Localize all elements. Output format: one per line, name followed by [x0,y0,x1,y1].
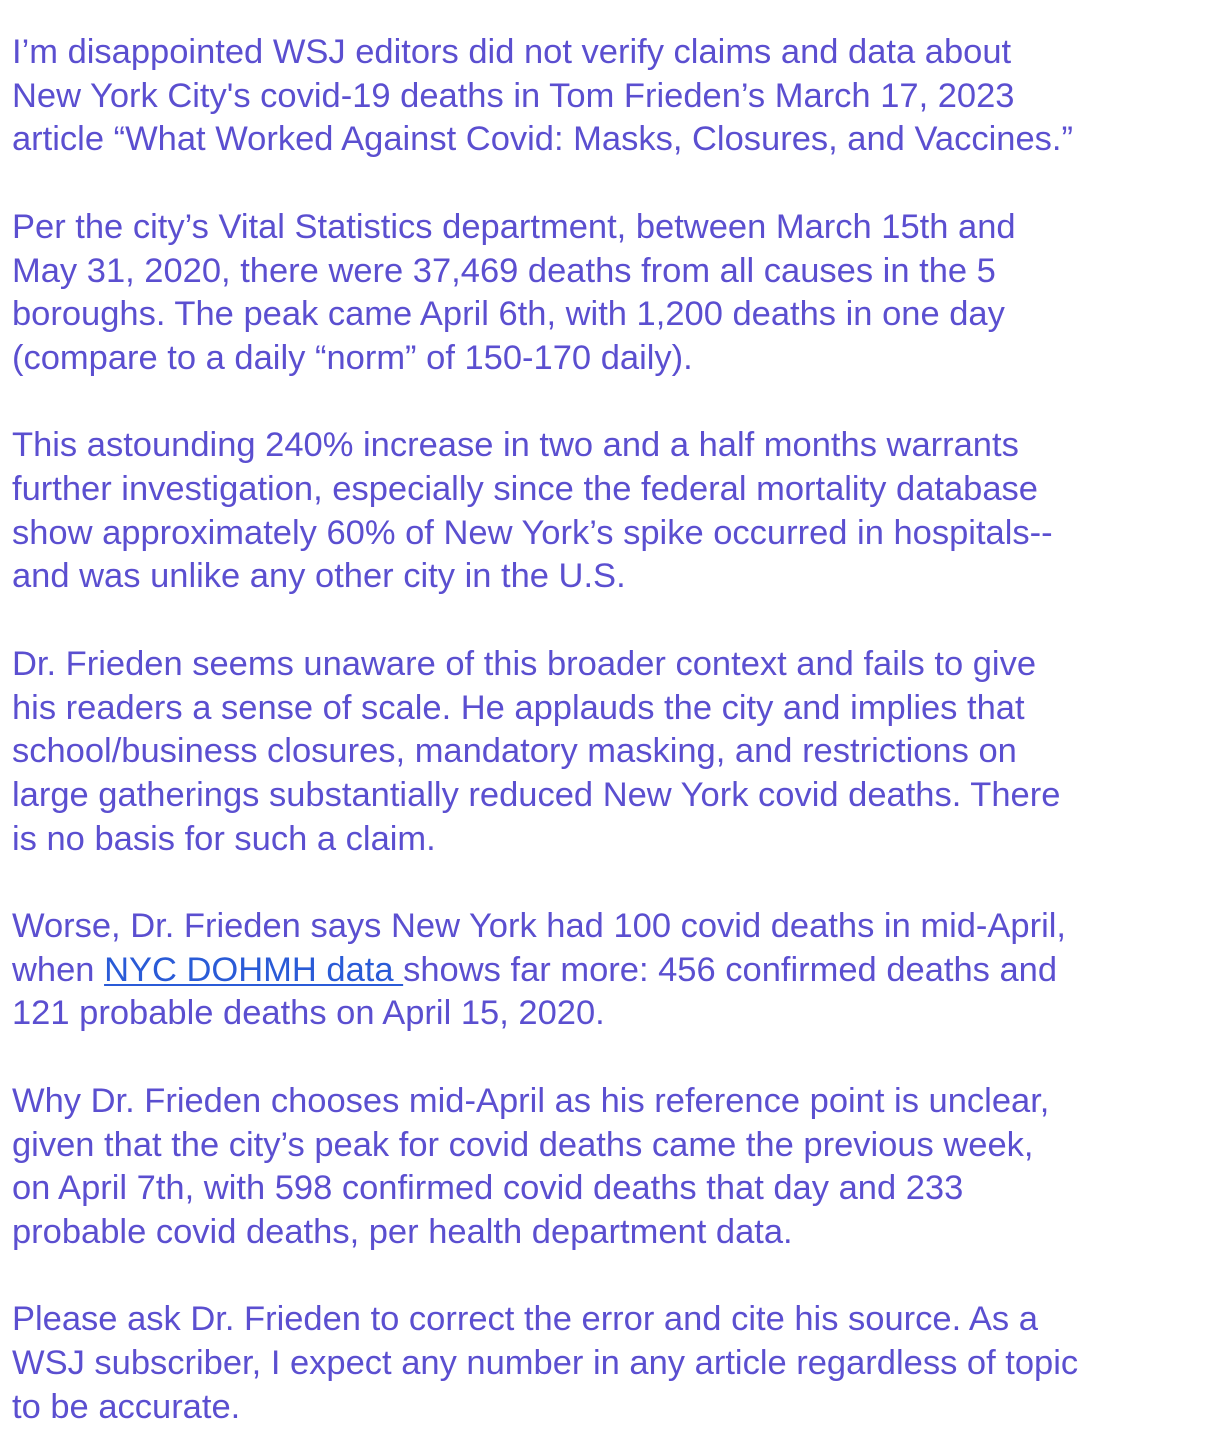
text-line: to be accurate. [12,1387,241,1426]
text-segment: when [12,950,105,989]
paragraph-vital-statistics [12,206,1208,381]
paragraph-request [12,1298,1208,1429]
paragraph-context [12,643,1208,862]
text-line: further investigation, especially since the federal mortality database [12,470,1038,508]
paragraph-peak [12,1080,1208,1255]
text-line: Why Dr. Frieden chooses mid-April as his reference point is unclear, [12,1081,1050,1120]
text-line: Worse, Dr. Frieden says New York had 100 covid deaths in mid-April, [12,907,1067,945]
text-line: This astounding 240% increase in two and a half months warrants [12,426,1019,465]
letter-body [12,31,1208,1429]
text-line: show approximately 60% of New York’s spike occurred in hospitals-- [12,513,1053,552]
text-line: Per the city’s Vital Statistics department, between March 15th and [12,207,1016,246]
text-line: article “What Worked Against Covid: Masks, Closures, and Vaccines.” [12,120,1073,159]
text-line: I’m disappointed WSJ editors did not verify claims and data about [12,33,1012,71]
text-line: his readers a sense of scale. He applauds the city and implies that [12,688,1025,727]
text-line: New York City's covid-19 deaths in Tom Frieden’s March 17, 2023 [12,76,1015,115]
text-line: Dr. Frieden seems unaware of this broader context and fails to give [12,644,1037,683]
paragraph-intro [12,31,1208,162]
text-line: 121 probable deaths on April 15, 2020. [12,994,605,1033]
text-line: WSJ subscriber, I expect any number in any article regardless of topic [12,1344,1079,1382]
paragraph-mid-april [12,905,1208,1036]
nyc-dohmh-data-link[interactable]: NYC DOHMH data [104,950,404,989]
text-line: May 31, 2020, there were 37,469 deaths from all causes in the 5 [12,251,996,290]
text-line-with-link [12,949,1208,993]
text-line: school/business closures, mandatory masking, and restrictions on [12,732,1017,771]
text-line: on April 7th, with 598 confirmed covid deaths that day and 233 [12,1169,964,1208]
text-line: given that the city’s peak for covid deaths came the previous week, [12,1125,1034,1164]
text-line: boroughs. The peak came April 6th, with 1,200 deaths in one day [12,295,1005,334]
text-line: probable covid deaths, per health department data. [12,1212,793,1251]
text-line: is no basis for such a claim. [12,819,436,858]
text-line: large gatherings substantially reduced New York covid deaths. There [12,775,1061,814]
text-segment: shows far more: 456 confirmed deaths and [403,950,1058,989]
text-line: and was unlike any other city in the U.S. [12,557,626,596]
text-line: (compare to a daily “norm” of 150-170 daily). [12,338,693,377]
text-line: Please ask Dr. Frieden to correct the error and cite his source. As a [12,1300,1038,1339]
paragraph-increase [12,424,1208,599]
